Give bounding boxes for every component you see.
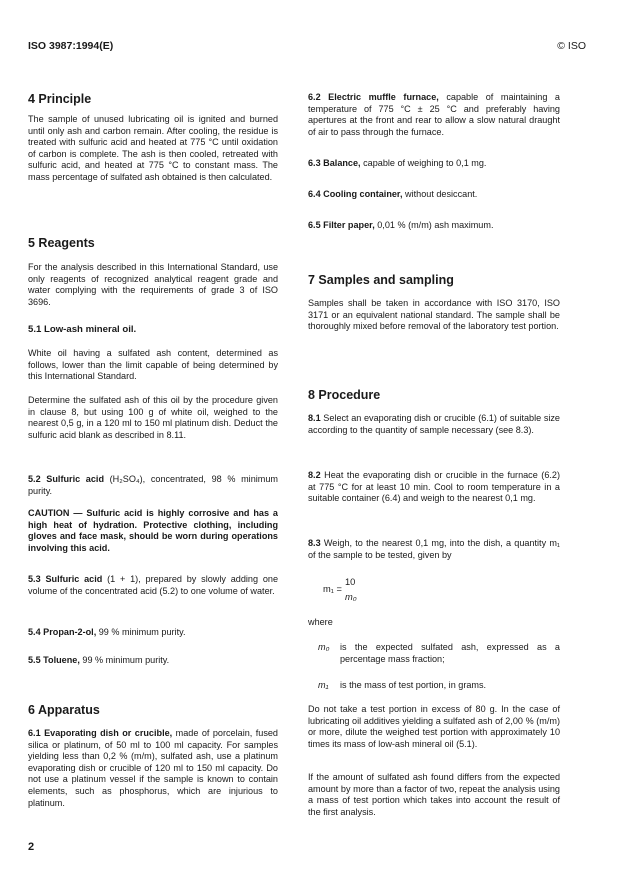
- section-6-4: [308, 189, 560, 201]
- section-6-4-text: without desiccant.: [402, 189, 478, 199]
- section-6-2-label: 6.2 Electric muffle furnace,: [308, 92, 439, 102]
- section-5-1-text-1: White oil having a sulfated ash content, determined as follows, lower than the limit capable of being determined by this International Standard.: [28, 348, 278, 382]
- section-8-title: 8 Procedure: [308, 388, 381, 402]
- def-m0-text: is the expected sulfated ash, expressed as a percentage mass fraction;: [340, 642, 560, 664]
- section-4-title: 4 Principle: [28, 92, 92, 106]
- def-m0-symbol: m₀: [318, 642, 330, 652]
- section-6-1: [28, 728, 278, 809]
- section-8-3: [308, 538, 560, 561]
- section-5-2-label: 5.2 Sulfuric acid: [28, 474, 104, 484]
- page-number: 2: [28, 841, 35, 853]
- section-8-1-text: Select an evaporating dish or crucible (6.1) of suitable size according to the quantity of sample necessary (see 8.3).: [308, 413, 560, 435]
- section-8-2-label: 8.2: [308, 470, 321, 480]
- section-8-2: [308, 470, 560, 505]
- section-6-5-text: 0,01 % (m/m) ash maximum.: [374, 220, 494, 230]
- section-5-5-label: 5.5 Toluene,: [28, 655, 80, 665]
- section-4-text: The sample of unused lubricating oil is ignited and burned until only ash and carbon remain. After cooling, the residue is treated with sulfuric acid and heated at 775 °C until oxidation of carbon is complete. The ash is then cooled, retreated with sulfuric acid, and heated at 775 °C to constant mass. The mass percentage of sulfated ash obtained is then calculated.: [28, 114, 278, 182]
- section-5-3: [28, 574, 278, 597]
- section-5-2-text: (H₂SO₄), concentrated, 98 % minimum purity.: [28, 474, 278, 496]
- document-id: ISO 3987:1994(E): [28, 40, 114, 52]
- caution-note: CAUTION — Sulfuric acid is highly corrosive and has a high heat of hydration. Protective clothing, including gloves and face mask, should be worn during operations involving this acid.: [28, 508, 278, 553]
- section-5-3-text: (1 + 1), prepared by slowly adding one volume of the concentrated acid (5.2) to one volume of water.: [28, 574, 279, 596]
- formula-numerator: 10: [345, 577, 356, 587]
- section-8-2-text: Heat the evaporating dish or crucible in the furnace (6.2) at 775 °C for at least 10 min. Cool to room temperature in a suitable container (6.4) and weigh to the nearest 0,1 mg.: [308, 470, 560, 504]
- section-6-2-text: capable of maintaining a temperature of 775 °C ± 25 °C and preferably having apertures at the front and rear to allow a slow natural draught of air to pass through the furnace.: [308, 92, 560, 137]
- copyright-mark: © ISO: [557, 40, 586, 52]
- formula-lhs: m₁ =: [323, 584, 342, 594]
- section-5-2: [28, 474, 278, 497]
- section-5-5: [28, 655, 278, 667]
- section-6-3-text: capable of weighing to 0,1 mg.: [360, 158, 487, 168]
- section-5-text: For the analysis described in this International Standard, use only reagents of recognized analytical reagent grade and water complying with the requirements of grade 3 of ISO 3696.: [28, 262, 278, 307]
- section-8-3-text: Weigh, to the nearest 0,1 mg, into the dish, a quantity m₁ of the sample to be tested, given by: [308, 538, 560, 560]
- section-5-4: [28, 627, 278, 639]
- section-5-3-label: 5.3 Sulfuric acid: [28, 574, 103, 584]
- section-6-1-text: made of porcelain, fused silica or platinum, of 50 ml to 100 ml capacity. For samples yielding less than 0,2 % (m/m), sulfated ash, use a platinum evaporating dish or crucible of 120 ml to 150 ml capacity. Do not use a platinum vessel if the sample is known to contain elements, such as phosphorus, which are injurious to platinum.: [28, 728, 278, 808]
- section-8-3-text-3: If the amount of sulfated ash found differs from the expected amount by more than a factor of two, repeat the analysis using a mass of test portion which takes into account the result of the first analysis.: [308, 772, 560, 817]
- section-6-4-label: 6.4 Cooling container,: [308, 189, 403, 199]
- section-6-3-label: 6.3 Balance,: [308, 158, 361, 168]
- section-5-title: 5 Reagents: [28, 236, 95, 250]
- where-label: where: [308, 617, 333, 627]
- section-6-3: [308, 158, 560, 170]
- section-6-1-label: 6.1 Evaporating dish or crucible,: [28, 728, 173, 738]
- section-5-1-text-2: Determine the sulfated ash of this oil by the procedure given in clause 8, but using 100 g of white oil, weighed to the nearest 0,5 g, in a 120 ml to 150 ml platinum dish. Deduct the sulfuric acid blank as described in 8.11.: [28, 395, 278, 440]
- def-m1-symbol: m₁: [318, 680, 329, 690]
- section-6-5-label: 6.5 Filter paper,: [308, 220, 375, 230]
- section-8-3-text-2: Do not take a test portion in excess of 80 g. In the case of lubricating oil additives yielding a sulfated ash of 2,00 % (m/m) or more, dilute the weighed test portion with approximately 10 times its mass of low-ash mineral oil (5.1).: [308, 704, 560, 749]
- section-7-text: Samples shall be taken in accordance with ISO 3170, ISO 3171 or an equivalent national standard. The sample shall be thoroughly mixed before removal of the laboratory test portion.: [308, 298, 560, 332]
- section-5-5-text: 99 % minimum purity.: [79, 655, 170, 665]
- section-8-3-label: 8.3: [308, 538, 321, 548]
- section-6-5: [308, 220, 560, 232]
- section-6-title: 6 Apparatus: [28, 703, 100, 717]
- section-8-1: [308, 413, 560, 436]
- def-m1-text: is the mass of test portion, in grams.: [340, 680, 487, 690]
- section-7-title: 7 Samples and sampling: [308, 273, 454, 287]
- formula-denominator: m₀: [345, 592, 357, 602]
- section-5-1-title: 5.1 Low-ash mineral oil.: [28, 324, 137, 335]
- section-6-2: [308, 92, 560, 138]
- section-8-1-label: 8.1: [308, 413, 321, 423]
- section-5-4-text: 99 % minimum purity.: [96, 627, 186, 637]
- section-5-4-label: 5.4 Propan-2-ol,: [28, 627, 97, 637]
